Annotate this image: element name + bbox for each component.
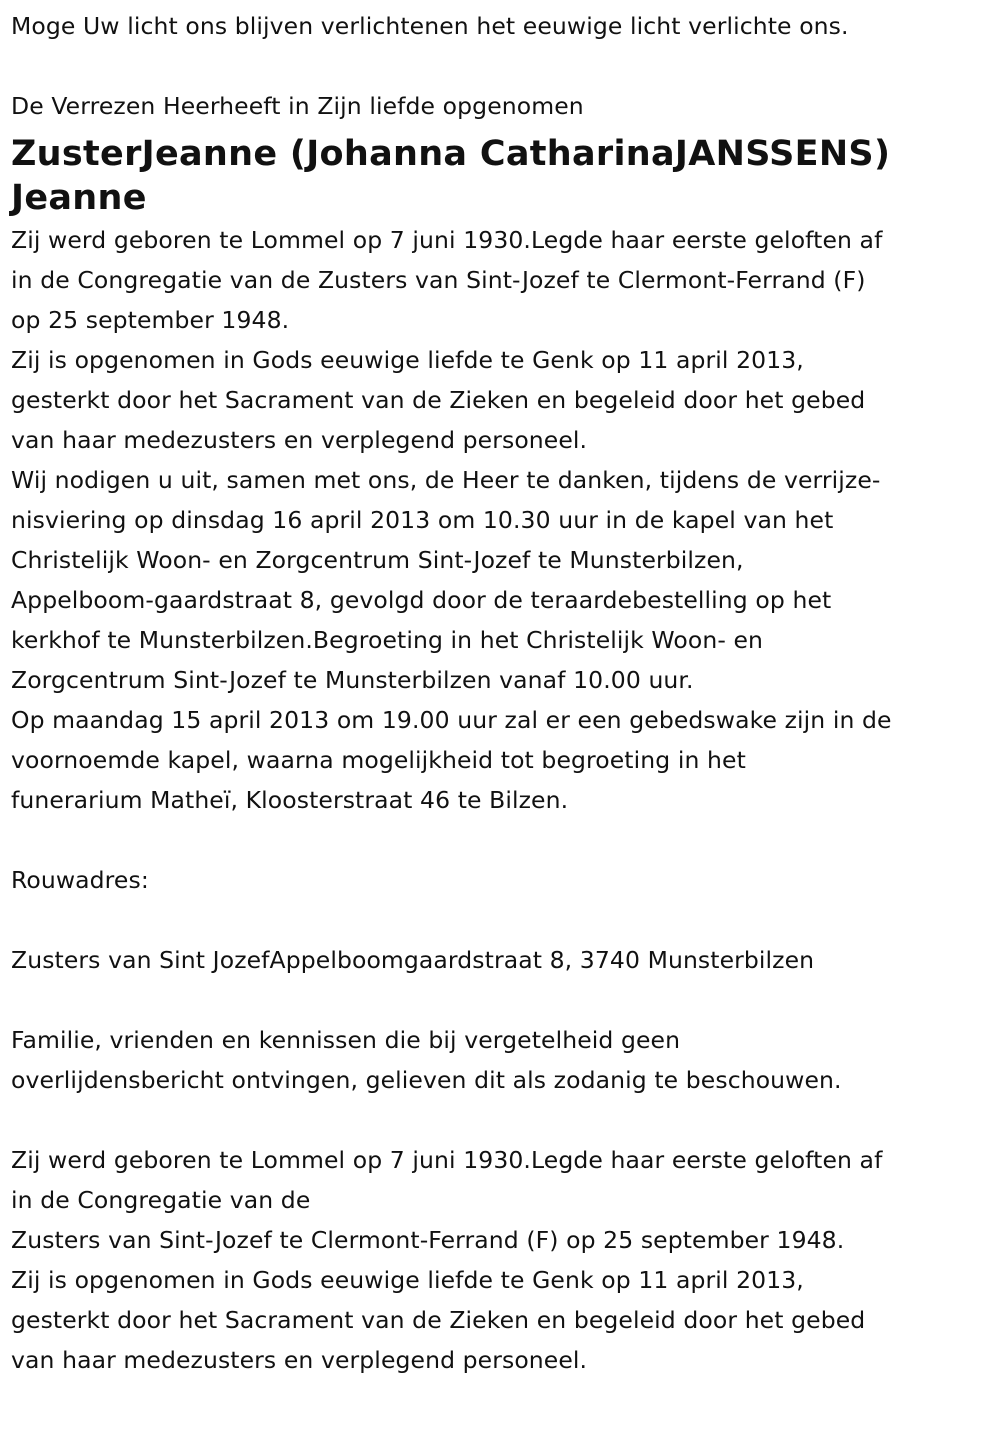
verse-line: Moge Uw licht ons blijven verlichtenen het eeuwige licht verlichte ons. (11, 12, 849, 40)
repeat-line: in de Congregatie van de (11, 1186, 311, 1214)
body-line: Op maandag 15 april 2013 om 19.00 uur zal er een gebedswake zijn in de (11, 706, 892, 734)
deceased-name-heading (11, 132, 1000, 220)
repeat-line: Zij is opgenomen in Gods eeuwige liefde te Genk op 11 april 2013, (11, 1266, 804, 1294)
spacer (11, 980, 1000, 1020)
spacer (11, 900, 1000, 940)
spacer (11, 1100, 1000, 1140)
spacer (11, 820, 1000, 860)
repeat-line: Zusters van Sint-Jozef te Clermont-Ferrand (F) op 25 september 1948. (11, 1226, 845, 1254)
repeat-line: gesterkt door het Sacrament van de Zieken en begeleid door het gebed (11, 1306, 866, 1334)
address-value: Zusters van Sint JozefAppelboomgaardstraat 8, 3740 Munsterbilzen (11, 946, 815, 974)
body-line: Appelboom-gaardstraat 8, gevolgd door de teraardebestelling op het (11, 586, 832, 614)
spacer (11, 46, 1000, 86)
address-label: Rouwadres: (11, 866, 149, 894)
body-line: Zij is opgenomen in Gods eeuwige liefde te Genk op 11 april 2013, (11, 346, 804, 374)
repeat-paragraph (11, 1140, 1000, 1380)
body-line: Christelijk Woon- en Zorgcentrum Sint-Jozef te Munsterbilzen, (11, 546, 744, 574)
body-line: Zij werd geboren te Lommel op 7 juni 1930.Legde haar eerste geloften af (11, 226, 883, 254)
notice-line: overlijdensbericht ontvingen, gelieven dit als zodanig te beschouwen. (11, 1066, 842, 1094)
deceased-name-line-1: ZusterJeanne (Johanna CatharinaJANSSENS) (11, 134, 891, 174)
body-line: nisviering op dinsdag 16 april 2013 om 10.30 uur in de kapel van het (11, 506, 834, 534)
body-line: in de Congregatie van de Zusters van Sint-Jozef te Clermont-Ferrand (F) (11, 266, 866, 294)
body-line: funerarium Matheï, Kloosterstraat 46 te Bilzen. (11, 786, 569, 814)
body-paragraph (11, 220, 1000, 820)
announcement-line: De Verrezen Heerheeft in Zijn liefde opgenomen (11, 92, 584, 120)
body-line: Wij nodigen u uit, samen met ons, de Heer te danken, tijdens de verrijze- (11, 466, 881, 494)
notice-line: Familie, vrienden en kennissen die bij vergetelheid geen (11, 1026, 681, 1054)
body-line: van haar medezusters en verplegend personeel. (11, 426, 588, 454)
notice-paragraph (11, 1020, 1000, 1100)
body-line: kerkhof te Munsterbilzen.Begroeting in het Christelijk Woon- en (11, 626, 764, 654)
repeat-line: van haar medezusters en verplegend personeel. (11, 1346, 588, 1374)
body-line: voornoemde kapel, waarna mogelijkheid tot begroeting in het (11, 746, 746, 774)
deceased-name-line-2: Jeanne (11, 178, 147, 218)
body-line: gesterkt door het Sacrament van de Zieken en begeleid door het gebed (11, 386, 866, 414)
body-line: op 25 september 1948. (11, 306, 290, 334)
body-line: Zorgcentrum Sint-Jozef te Munsterbilzen vanaf 10.00 uur. (11, 666, 694, 694)
repeat-line: Zij werd geboren te Lommel op 7 juni 1930.Legde haar eerste geloften af (11, 1146, 883, 1174)
